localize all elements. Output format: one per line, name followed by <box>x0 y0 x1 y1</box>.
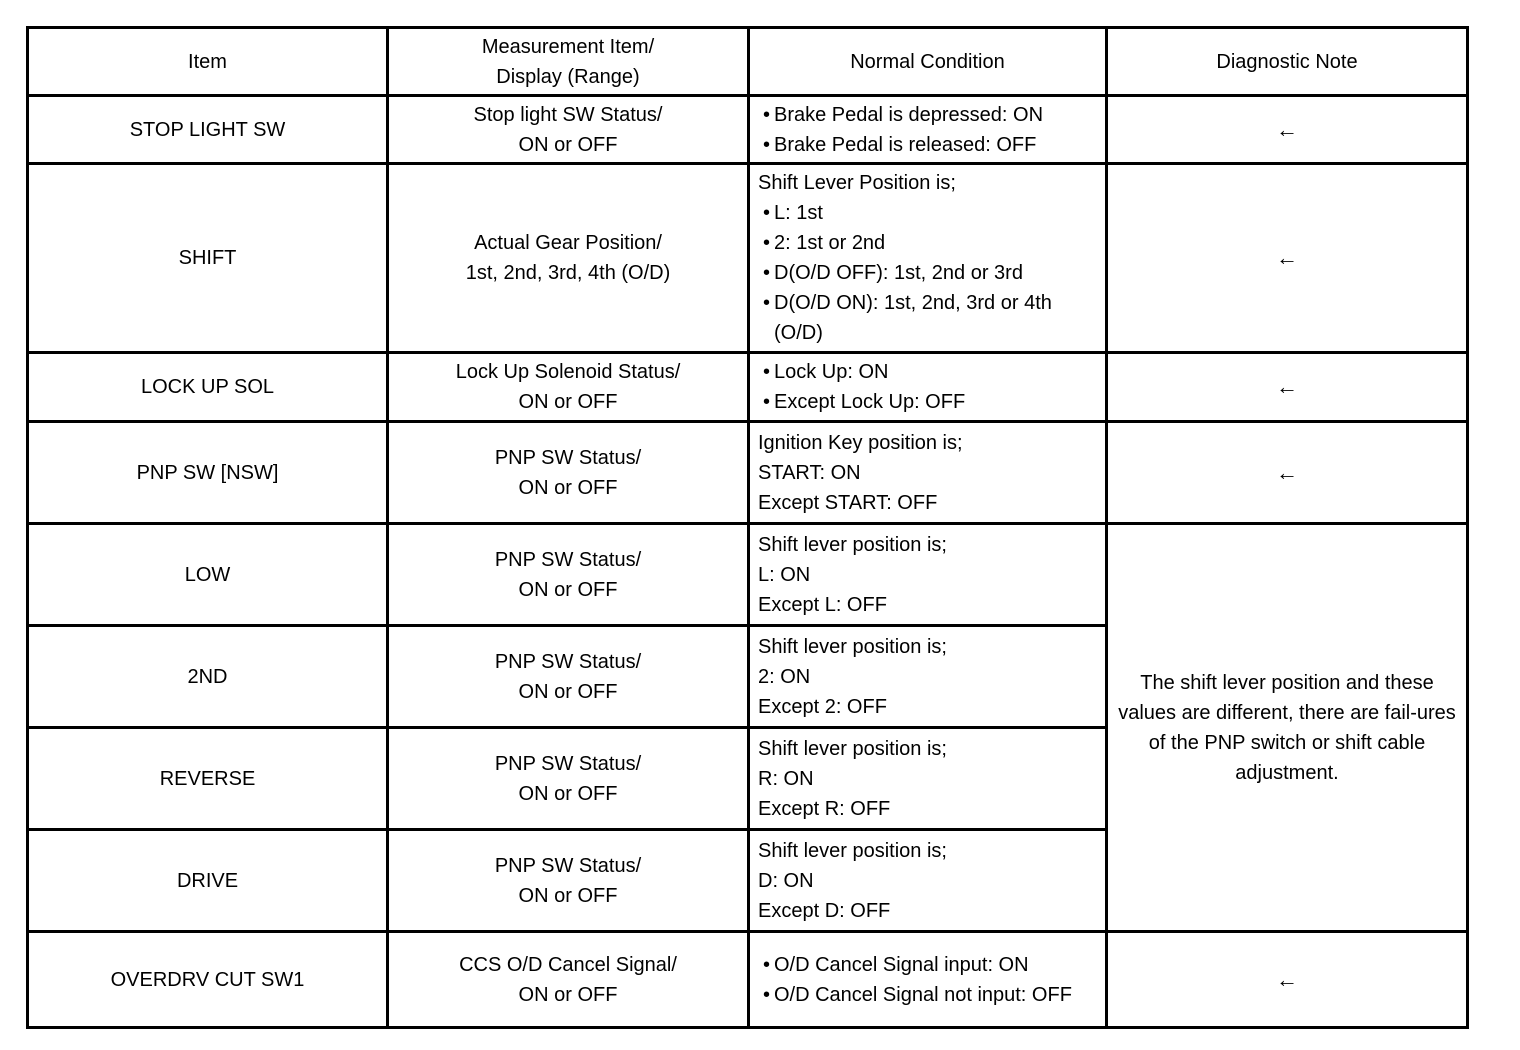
measurement-line2: ON or OFF <box>518 476 618 499</box>
measurement-cell <box>388 728 749 830</box>
condition-line: 2: ON <box>758 665 811 688</box>
condition-line: Shift lever position is; <box>758 839 947 862</box>
measurement-line1: PNP SW Status/ <box>494 446 642 469</box>
table-row <box>28 932 1468 1028</box>
measurement-line2: ON or OFF <box>518 884 618 907</box>
item-cell: DRIVE <box>28 830 388 932</box>
measurement-line1: Stop light SW Status/ <box>473 103 663 126</box>
measurement-cell <box>388 96 749 164</box>
measurement-line1: Lock Up Solenoid Status/ <box>455 361 681 383</box>
measurement-line2: ON or OFF <box>518 578 618 601</box>
same-as-above-arrow: ← <box>1107 422 1468 524</box>
header-normal-condition: Normal Condition <box>749 28 1107 96</box>
condition-line: Ignition Key position is; <box>758 431 963 454</box>
header-measurement-line1: Measurement Item/ <box>481 35 655 58</box>
condition-line: Except L: OFF <box>758 593 887 616</box>
measurement-line2: ON or OFF <box>518 391 618 413</box>
same-as-above-arrow: ← <box>1107 932 1468 1028</box>
condition-cell <box>749 164 1107 353</box>
item-cell: 2ND <box>28 626 388 728</box>
header-diagnostic-note: Diagnostic Note <box>1107 28 1468 96</box>
condition-cell <box>749 830 1107 932</box>
condition-bullet: • Brake Pedal is released: OFF <box>758 130 1099 160</box>
condition-intro: Shift Lever Position is; <box>758 172 956 194</box>
table-row <box>28 524 1468 626</box>
measurement-cell <box>388 830 749 932</box>
item-cell: LOCK UP SOL <box>28 353 388 422</box>
condition-line: START: ON <box>758 461 861 484</box>
condition-bullet: • Except Lock Up: OFF <box>758 387 1099 417</box>
condition-line: L: ON <box>758 563 811 586</box>
condition-bullet: • Brake Pedal is depressed: ON <box>758 100 1099 130</box>
item-cell: REVERSE <box>28 728 388 830</box>
measurement-line1: PNP SW Status/ <box>494 650 642 673</box>
measurement-cell <box>388 524 749 626</box>
condition-bullet: • 2: 1st or 2nd <box>758 228 1099 258</box>
condition-cell <box>749 524 1107 626</box>
condition-line: Except R: OFF <box>758 797 891 820</box>
condition-cell <box>749 422 1107 524</box>
table-row <box>28 422 1468 524</box>
condition-line: R: ON <box>758 767 814 790</box>
measurement-line1: CCS O/D Cancel Signal/ <box>459 953 677 976</box>
condition-bullet: • D(O/D OFF): 1st, 2nd or 3rd <box>758 258 1099 288</box>
table-row <box>28 96 1468 164</box>
condition-line: Shift lever position is; <box>758 737 947 760</box>
same-as-above-arrow: ← <box>1107 96 1468 164</box>
item-cell: OVERDRV CUT SW1 <box>28 932 388 1028</box>
diagnostic-spec-table <box>26 26 1469 1029</box>
same-as-above-arrow: ← <box>1107 353 1468 422</box>
table-row <box>28 164 1468 353</box>
condition-bullet: • L: 1st <box>758 198 1099 228</box>
measurement-line2: ON or OFF <box>518 983 618 1006</box>
measurement-line1: PNP SW Status/ <box>494 854 642 877</box>
item-cell: STOP LIGHT SW <box>28 96 388 164</box>
condition-bullet: • O/D Cancel Signal input: ON <box>758 950 1099 980</box>
measurement-line2: ON or OFF <box>518 782 618 805</box>
condition-cell <box>749 626 1107 728</box>
item-cell: SHIFT <box>28 164 388 353</box>
measurement-line1: PNP SW Status/ <box>494 548 642 571</box>
shared-diagnostic-note: The shift lever position and these values are different, there are fail-ures of the PNP switch or shift cable adjustment. <box>1107 524 1468 932</box>
same-as-above-arrow: ← <box>1107 164 1468 353</box>
condition-line: D: ON <box>758 869 814 892</box>
measurement-cell <box>388 932 749 1028</box>
measurement-cell <box>388 626 749 728</box>
header-measurement-line2: Display (Range) <box>496 65 640 88</box>
measurement-cell <box>388 164 749 353</box>
condition-bullet: • D(O/D ON): 1st, 2nd, 3rd or 4th (O/D) <box>758 288 1099 348</box>
item-cell: PNP SW [NSW] <box>28 422 388 524</box>
header-measurement <box>388 28 749 96</box>
item-cell: LOW <box>28 524 388 626</box>
measurement-line2: ON or OFF <box>518 680 618 703</box>
measurement-cell <box>388 422 749 524</box>
header-item: Item <box>28 28 388 96</box>
condition-line: Shift lever position is; <box>758 635 947 658</box>
condition-bullet: • Lock Up: ON <box>758 357 1099 387</box>
measurement-line2: ON or OFF <box>518 133 618 156</box>
measurement-line1: PNP SW Status/ <box>494 752 642 775</box>
header-row <box>28 28 1468 96</box>
condition-line: Except START: OFF <box>758 491 938 514</box>
measurement-line2: 1st, 2nd, 3rd, 4th (O/D) <box>465 262 671 284</box>
condition-cell <box>749 728 1107 830</box>
condition-bullet: • O/D Cancel Signal not input: OFF <box>758 980 1099 1010</box>
condition-line: Shift lever position is; <box>758 533 947 556</box>
condition-cell <box>749 932 1107 1028</box>
condition-line: Except 2: OFF <box>758 695 887 718</box>
table-row <box>28 353 1468 422</box>
measurement-line1: Actual Gear Position/ <box>474 232 662 254</box>
condition-cell <box>749 353 1107 422</box>
condition-line: Except D: OFF <box>758 899 891 922</box>
condition-cell <box>749 96 1107 164</box>
measurement-cell <box>388 353 749 422</box>
